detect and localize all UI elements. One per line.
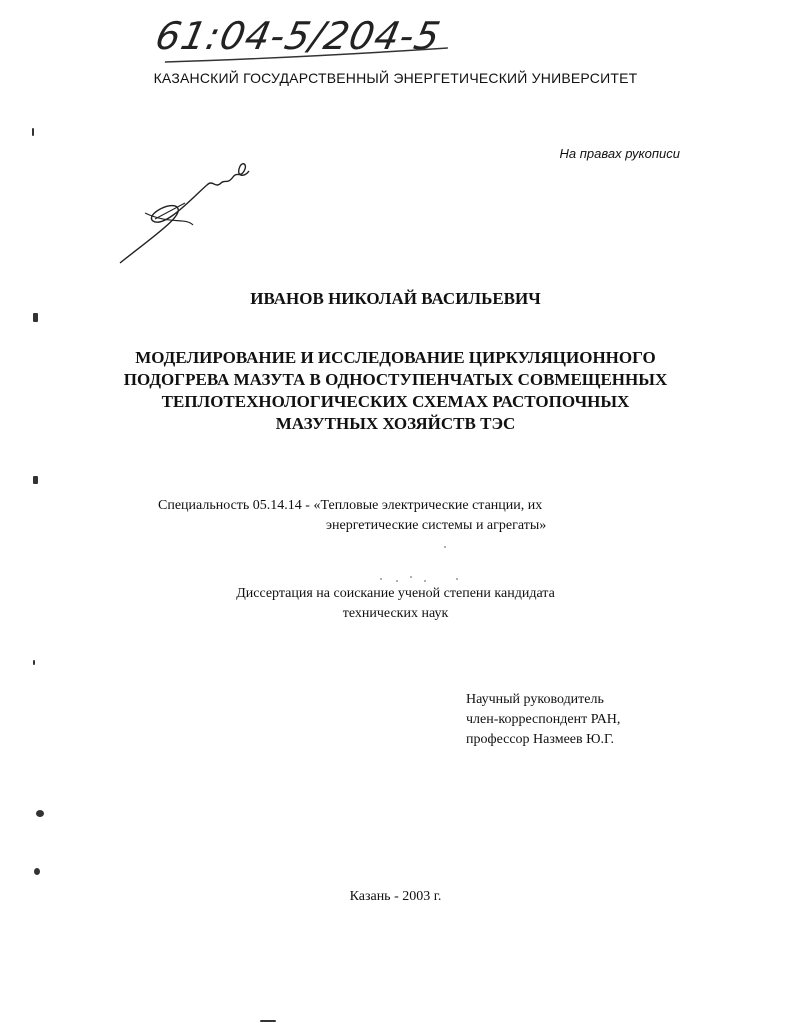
scan-artifact [32,128,34,136]
scan-speck [444,546,446,548]
scan-speck [456,578,458,580]
title-line: МОДЕЛИРОВАНИЕ И ИССЛЕДОВАНИЕ ЦИРКУЛЯЦИОННОГО [135,348,656,367]
specialty-line-2: энергетические системы и агрегаты» [326,518,547,533]
underline-stroke-icon [143,8,476,70]
handwritten-archive-number [144,8,477,68]
scan-artifact [260,1020,276,1022]
dissertation-title [80,347,711,435]
city-year: Казань - 2003 г. [349,889,442,904]
scan-artifact [33,313,38,322]
signature [115,155,255,270]
scan-speck [380,578,382,580]
author-name: ИВАНОВ НИКОЛАЙ ВАСИЛЬЕВИЧ [250,289,541,308]
university-name: КАЗАНСКИЙ ГОСУДАРСТВЕННЫЙ ЭНЕРГЕТИЧЕСКИЙ УНИВЕРСИТЕТ [153,70,638,86]
scan-speck [396,580,398,582]
supervisor-line-1: Научный руководитель [466,692,604,707]
scan-speck [424,580,426,582]
scan-artifact [33,660,35,665]
title-line: ПОДОГРЕВА МАЗУТА В ОДНОСТУПЕНЧАТЫХ СОВМЕЩЕННЫХ [123,370,668,389]
dissertation-line-1: Диссертация на соискание ученой степени кандидата [236,586,555,601]
handwritten-signature-icon [115,155,255,270]
specialty-block [158,496,546,536]
handwritten-number-text: 61:04-5/204-5 [151,14,445,58]
specialty-line-1: Специальность 05.14.14 - «Тепловые электрические станции, их [158,498,543,513]
rights-note: На правах рукописи [559,146,680,161]
dissertation-line-2: технических наук [342,606,449,621]
title-line: МАЗУТНЫХ ХОЗЯЙСТВ ТЭС [275,414,516,433]
supervisor-block [466,690,620,750]
supervisor-line-3: профессор Назмеев Ю.Г. [466,732,615,747]
title-line: ТЕПЛОТЕХНОЛОГИЧЕСКИХ СХЕМАХ РАСТОПОЧНЫХ [161,392,630,411]
scan-artifact [36,810,44,817]
supervisor-line-2: член-корреспондент РАН, [466,712,621,727]
scan-speck [410,576,412,578]
scan-artifact [33,476,38,484]
dissertation-degree [0,584,791,624]
scan-artifact [34,868,40,875]
